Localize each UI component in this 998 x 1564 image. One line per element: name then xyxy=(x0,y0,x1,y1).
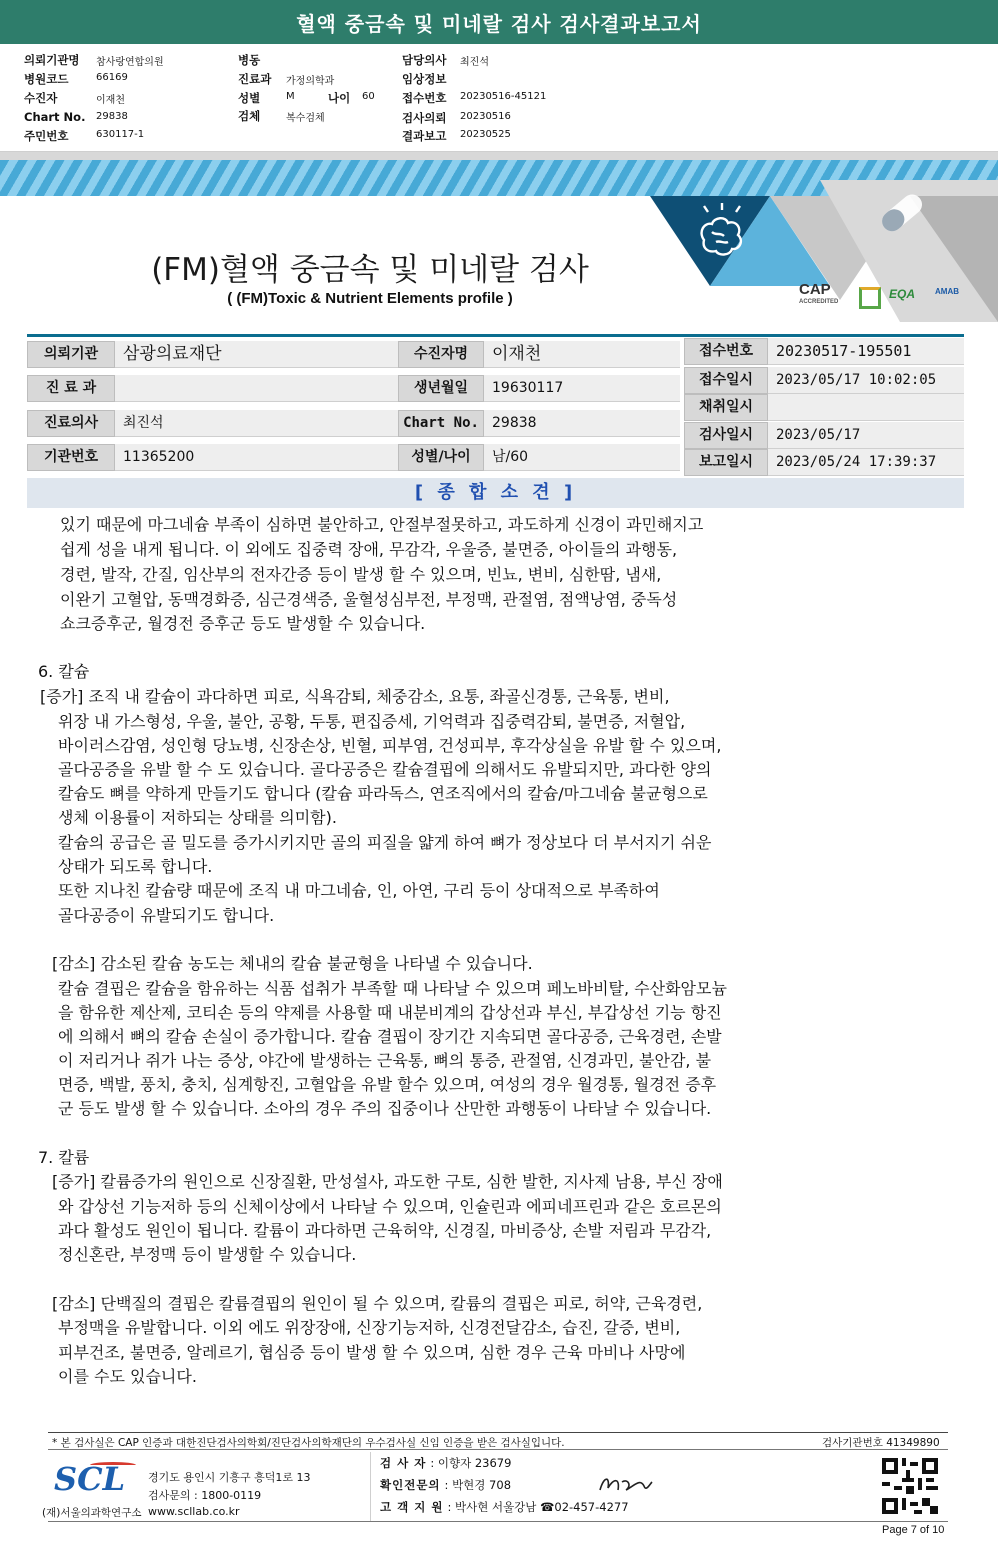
summary-line: 군 등도 발생 할 수 있습니다. 소아의 경우 주의 집중이나 산만한 과행동이 나타날 수 있습니다. xyxy=(58,1099,712,1118)
value-birth-date: 19630117 xyxy=(484,375,680,402)
section-heading-calcium: 6. 칼슘 xyxy=(38,662,90,681)
info-chart-no: Chart No. 29838 xyxy=(24,110,128,124)
logo-swoosh xyxy=(90,1462,136,1468)
summary-line: 칼슘도 뼈를 약하게 만들기도 합니다 (칼슘 파라독스, 연조직에서의 칼슘/마그네슘 불균형으로 xyxy=(58,784,708,803)
info-request-date: 검사의뢰 20230516 xyxy=(402,111,511,125)
summary-line: 과다 활성도 원인이 됩니다. 칼륨이 과다하면 근육허약, 신경질, 마비증상, 손발 저림과 무감각, xyxy=(58,1221,712,1240)
lab-number: 검사기관번호 41349890 xyxy=(822,1437,940,1449)
label-department: 진 료 과 xyxy=(27,375,115,402)
value-physician: 최진석 xyxy=(115,410,398,437)
report-subtitle: ( (FM)Toxic & Nutrient Elements profile ) xyxy=(227,290,513,307)
info-patient: 수진자 이재천 xyxy=(24,91,125,106)
page-number: Page 7 of 10 xyxy=(882,1524,945,1536)
footer-separator xyxy=(370,1452,371,1522)
info-ward: 병동 xyxy=(238,53,261,67)
summary-line: 에 의해서 뼈의 칼슘 손실이 증가합니다. 칼슘 결핍이 장기간 지속되면 골다공증, 근육경련, 손발 xyxy=(58,1027,722,1046)
lab-organization-name: (재)서울의과학연구소 xyxy=(42,1507,142,1519)
summary-line: 경련, 발작, 간질, 임산부의 전자간증 등이 발생 할 수 있으며, 빈뇨, 변비, 심한땀, 냄새, xyxy=(60,565,662,584)
label-tested-at: 검사일시 xyxy=(684,422,768,449)
summary-line: 피부건조, 불면증, 알레르기, 협심증 등이 발생 할 수 있으며, 심한 경우 근육 마비나 사망에 xyxy=(58,1343,686,1362)
info-department: 진료과 가정의학과 xyxy=(238,72,335,87)
label-org-number: 기관번호 xyxy=(27,444,115,471)
summary-line: 쇼크증후군, 월경전 증후군 등도 발생할 수 있습니다. xyxy=(60,614,426,633)
lab-website[interactable]: www.scllab.co.kr xyxy=(148,1505,240,1518)
value-sex-age: 남/60 xyxy=(484,444,680,471)
summary-line: [감소] 감소된 칼슘 농도는 체내의 칼슘 불균형을 나타낼 수 있습니다. xyxy=(52,954,533,973)
summary-line: 정신혼란, 부정맥 등이 발생할 수 있습니다. xyxy=(58,1245,357,1264)
summary-line: 쉽게 성을 내게 됩니다. 이 외에도 집중력 장애, 무감각, 우울증, 불면증, 아이들의 과행동, xyxy=(60,540,678,559)
summary-line: [증가] 칼륨증가의 원인으로 신장질환, 만성설사, 과도한 구토, 심한 발한, 지사제 남용, 부신 장애 xyxy=(52,1172,723,1191)
specialist-signature xyxy=(596,1472,656,1498)
label-collected-at: 채취일시 xyxy=(684,394,768,421)
summary-line: 을 함유한 제산제, 코티손 등의 약제를 사용할 때 내분비계의 갑상선과 부신, 부갑상선 기능 항진 xyxy=(58,1003,722,1022)
summary-line: 골다공증을 유발 할 수 도 있습니다. 골다공증은 칼슘결핍에 의해서도 유발되지만, 과다한 양의 xyxy=(58,760,712,779)
summary-line: 면증, 백발, 풍치, 충치, 심계항진, 고혈압을 유발 할수 있으며, 여성의 경우 월경통, 월경전 증후 xyxy=(58,1075,717,1094)
info-report-date: 결과보고 20230525 xyxy=(402,129,511,143)
certification-logos xyxy=(795,283,965,313)
label-physician: 진료의사 xyxy=(27,410,115,437)
staff-support: 고 객 지 원 : 박사현 서울강남 ☎02-457-4277 xyxy=(380,1500,629,1514)
summary-line: 위장 내 가스형성, 우울, 불안, 공황, 두통, 편집증세, 기억력과 집중력감퇴, 불면증, 저혈압, xyxy=(58,712,686,731)
info-requesting-clinic: 의뢰기관명 참사랑연합의원 xyxy=(24,53,164,68)
summary-line: 이를 수도 있습니다. xyxy=(58,1367,197,1386)
header-divider xyxy=(0,152,998,160)
footer-rule xyxy=(48,1432,948,1433)
scl-logo: SCL xyxy=(50,1458,140,1500)
summary-line: 생체 이용률이 저하되는 상태를 의미함). xyxy=(58,808,337,827)
summary-line: [감소] 단백질의 결핍은 칼륨결핍의 원인이 될 수 있으며, 칼륨의 결핍은 피로, 허약, 근육경련, xyxy=(52,1294,703,1313)
report-header-title: 혈액 중금속 및 미네랄 검사 검사결과보고서 xyxy=(296,12,702,36)
summary-line: 또한 지나친 칼슘량 때문에 조직 내 마그네슘, 인, 아연, 구리 등이 상대적으로 부족하여 xyxy=(58,881,660,900)
label-requesting-org: 의뢰기관 xyxy=(27,341,115,368)
cap-accredited-text: ACCREDITED xyxy=(799,299,839,305)
summary-line: 있기 때문에 마그네슘 부족이 심하면 불안하고, 안절부절못하고, 과도하게 신경이 과민해지고 xyxy=(60,515,704,534)
value-chart-no: 29838 xyxy=(484,410,680,437)
lab-contact: 검사문의 : 1800-0119 xyxy=(148,1489,262,1502)
label-patient-name: 수진자명 xyxy=(398,341,484,368)
summary-line: 상태가 되도록 합니다. xyxy=(58,857,213,876)
label-received-at: 접수일시 xyxy=(684,367,768,394)
info-accession-number: 접수번호 20230516-45121 xyxy=(402,91,547,105)
info-clinical-info: 임상정보 xyxy=(402,72,447,86)
value-org-number: 11365200 xyxy=(115,444,398,471)
lab-quality-logo xyxy=(859,287,881,309)
value-requesting-org: 삼광의료재단 xyxy=(115,341,398,368)
cap-logo: CAP xyxy=(799,281,831,298)
footer-rule xyxy=(48,1449,948,1450)
summary-heading: [ 종 합 소 견 ] xyxy=(27,478,964,508)
summary-line: 칼슘의 공급은 골 밀도를 증가시키지만 골의 피질을 얇게 하여 뼈가 정상보다 더 부서지기 쉬운 xyxy=(58,833,712,852)
staff-tester: 검 사 자 : 이향자 23679 xyxy=(380,1456,512,1470)
certification-note: * 본 검사실은 CAP 인증과 대한진단검사의학회/진단검사의학재단의 우수검사실 신임 인증을 받은 검사실입니다. xyxy=(52,1437,565,1449)
info-resident-number: 주민번호 630117-1 xyxy=(24,129,145,143)
value-tested-at: 2023/05/17 xyxy=(768,422,964,449)
info-age: 나이 60 xyxy=(328,91,375,105)
label-reported-at: 보고일시 xyxy=(684,449,768,476)
section-heading-potassium: 7. 칼륨 xyxy=(38,1148,90,1167)
value-reported-at: 2023/05/24 17:39:37 xyxy=(768,449,964,476)
info-sex: 성별 M xyxy=(238,91,295,105)
summary-line: 바이러스감염, 성인형 당뇨병, 신장손상, 빈혈, 피부염, 건성피부, 후각상실을 유발 할 수 있으며, xyxy=(58,736,722,755)
summary-line: [증가] 조직 내 칼슘이 과다하면 피로, 식욕감퇴, 체중감소, 요통, 좌골신경통, 근육통, 변비, xyxy=(40,687,670,706)
label-birth-date: 생년월일 xyxy=(398,375,484,402)
amab-logo: AMAB xyxy=(935,287,959,296)
value-department xyxy=(115,375,398,402)
label-accession-number: 접수번호 xyxy=(684,338,768,365)
label-sex-age: 성별/나이 xyxy=(398,444,484,471)
summary-line: 골다공증이 유발되기도 합니다. xyxy=(58,906,275,925)
eqa-logo: EQA xyxy=(889,287,916,301)
patient-table-top-rule xyxy=(27,334,964,337)
info-hospital-code: 병원코드 66169 xyxy=(24,72,128,86)
info-doctor: 담당의사 최진석 xyxy=(402,53,489,68)
summary-line: 와 갑상선 기능저하 등의 신체이상에서 나타날 수 있으며, 인슐린과 에피네프린과 같은 호르몬의 xyxy=(58,1197,722,1216)
qr-code-icon xyxy=(882,1458,938,1514)
footer-rule xyxy=(48,1521,948,1522)
value-received-at: 2023/05/17 10:02:05 xyxy=(768,367,964,394)
lab-address: 경기도 용인시 기흥구 흥덕1로 13 xyxy=(148,1471,311,1484)
summary-line: 칼슘 결핍은 칼슘을 함유하는 식품 섭취가 부족할 때 나타날 수 있으며 페노바비탈, 수산화암모늄 xyxy=(58,979,727,998)
summary-line: 부정맥을 유발합니다. 이외 에도 위장장애, 신장기능저하, 신경전달감소, 습진, 갈증, 변비, xyxy=(58,1318,681,1337)
summary-line: 이 저리거나 쥐가 나는 증상, 야간에 발생하는 근육통, 뼈의 통증, 관절염, 신경과민, 불안감, 불 xyxy=(58,1051,712,1070)
label-chart-no: Chart No. xyxy=(398,410,484,437)
staff-specialist: 확인전문의 : 박현경 708 xyxy=(380,1478,512,1492)
clinic-info-panel xyxy=(0,44,998,152)
value-patient-name: 이재천 xyxy=(484,341,680,368)
report-title: (FM)혈액 중금속 및 미네랄 검사 xyxy=(151,252,589,288)
value-collected-at xyxy=(768,394,964,421)
summary-line: 이완기 고혈압, 동맥경화증, 심근경색증, 울혈성심부전, 부정맥, 관절염, 점액낭염, 중독성 xyxy=(60,590,678,609)
info-specimen: 검체 복수검체 xyxy=(238,109,325,124)
value-accession-number: 20230517-195501 xyxy=(768,338,964,365)
